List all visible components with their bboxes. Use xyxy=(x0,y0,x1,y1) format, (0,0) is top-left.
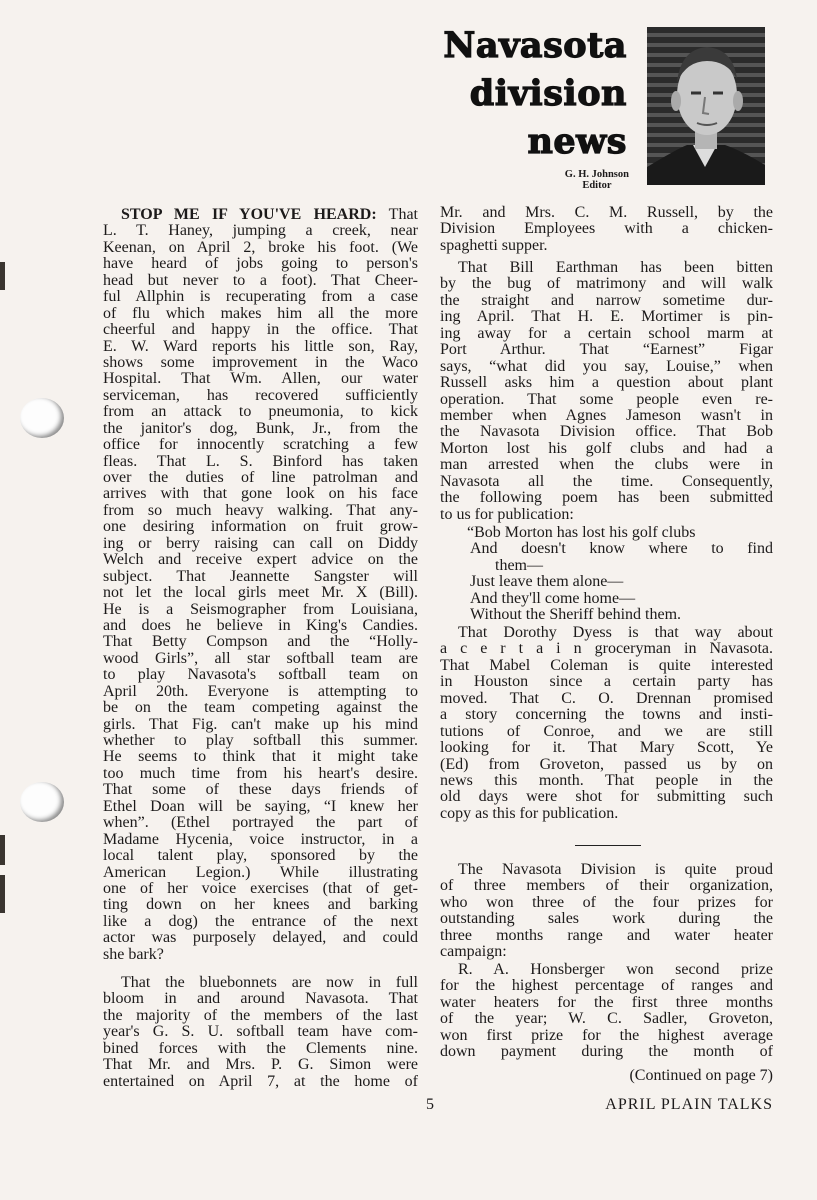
line-text: That xyxy=(376,206,419,223)
text-line: bined forces with the Clements nine. xyxy=(103,1039,418,1057)
scan-edge-mark xyxy=(0,875,5,913)
text-line: copy as this for publication. xyxy=(440,804,619,822)
text-line: a c e r t a i n groceryman in Navasota. xyxy=(440,640,773,658)
text-line: water heaters for the first three months xyxy=(440,993,773,1011)
text-line: member when Agnes Jameson wasn't in xyxy=(440,406,773,424)
text-line: shows some improvement in the Waco xyxy=(103,353,418,371)
text-line: actor was purposely delayed, and could xyxy=(103,929,418,947)
text-line: April 20th. Everyone is attempting to xyxy=(103,682,418,700)
text-line: three months range and water heater xyxy=(440,926,773,944)
text-line: spaghetti supper. xyxy=(440,236,548,254)
text-line: by the bug of matrimony and will walk xyxy=(440,275,773,293)
text-line: the Navasota Division office. That Bob xyxy=(440,423,773,441)
text-line: Welch and receive expert advice on the xyxy=(103,551,418,569)
text-line: a story concerning the towns and insti- xyxy=(440,706,773,724)
text-line: year's G. S. U. softball team have com- xyxy=(103,1023,418,1041)
page-number: 5 xyxy=(426,1096,434,1113)
text-line: when”. (Ethel portrayed the part of xyxy=(103,814,418,832)
text-line: have heard of jobs going to person's xyxy=(103,255,418,273)
text-line: That Dorothy Dyess is that way about xyxy=(458,624,773,641)
text-line: says, “what did you say, Louise,” when xyxy=(440,357,773,375)
text-line: local talent play, sponsored by the xyxy=(103,847,418,865)
text-line: E. W. Ward reports his little son, Ray, xyxy=(103,337,418,355)
text-line: Morton lost his golf clubs and had a xyxy=(440,439,773,457)
text-line: operation. That some people even re- xyxy=(440,390,773,408)
text-line: ing April. That H. E. Mortimer is pin- xyxy=(440,308,773,326)
text-line: and does he believe in King's Candies. xyxy=(103,616,418,634)
text-line: looking for it. That Mary Scott, Ye xyxy=(440,739,773,757)
text-line: the following poem has been submitted xyxy=(440,489,773,507)
text-line: serviceman, has recovered sufficiently xyxy=(103,386,418,404)
text-line: Hospital. That Wm. Allen, our water xyxy=(103,370,418,388)
text-line: over the duties of line patrolman and xyxy=(103,469,418,486)
text-line: The Navasota Division is quite proud xyxy=(458,861,773,878)
text-line: R. A. Honsberger won second prize xyxy=(458,961,773,978)
text-line xyxy=(103,207,418,223)
text-line: ting down on her knees and barking xyxy=(103,896,418,914)
section-divider xyxy=(575,845,641,846)
text-line: Division Employees with a chicken- xyxy=(440,220,773,238)
text-line: Madame Hycenia, voice instructor, in a xyxy=(103,830,418,848)
text-line: That the bluebonnets are now in full xyxy=(121,974,418,991)
poem-line: Just leave them alone— xyxy=(470,573,624,591)
binder-hole xyxy=(20,782,64,822)
text-line: for the highest percentage of ranges and xyxy=(440,977,773,995)
editor-credit xyxy=(565,169,629,191)
text-line: ful Allphin is recuperating from a case xyxy=(103,288,418,306)
text-line: That Bill Earthman has been bitten xyxy=(458,259,773,276)
editor-portrait-photo xyxy=(647,27,765,185)
text-line: the straight and narrow sometime dur- xyxy=(440,291,773,309)
text-line: of flu which makes him all the more xyxy=(103,304,418,322)
paragraph xyxy=(103,975,418,1090)
text-line: the janitor's dog, Bunk, Jr., from the xyxy=(103,419,418,437)
text-line: fleas. That L. S. Binford has taken xyxy=(103,452,418,470)
section-lead: STOP ME IF YOU'VE HEARD: xyxy=(121,206,377,223)
text-line: whether to play softball this summer. xyxy=(103,732,418,749)
editor-name: G. H. Johnson xyxy=(564,169,629,180)
text-line: like a dog) the entrance of the next xyxy=(103,912,418,930)
text-line: head but never to a foot). That Cheer- xyxy=(103,271,418,289)
text-line: Navasota all the time. Consequently, xyxy=(440,472,773,490)
text-line: L. T. Haney, jumping a creek, near xyxy=(103,222,418,240)
text-line: news this month. That people in the xyxy=(440,771,773,789)
text-line: one of her voice exercises (that of get- xyxy=(103,879,418,897)
binder-hole xyxy=(20,398,64,438)
text-line: moved. That C. O. Drennan promised xyxy=(440,689,773,707)
text-line: she bark? xyxy=(103,945,164,963)
text-line: Mr. and Mrs. C. M. Russell, by the xyxy=(440,204,773,221)
text-line: Port Arthur. That “Earnest” Figar xyxy=(440,341,773,359)
paragraph xyxy=(440,260,773,523)
text-line: ing or berry raising can call on Diddy xyxy=(103,534,418,552)
paragraph xyxy=(440,625,773,822)
text-line: Keenan, on April 2, broke his foot. (We xyxy=(103,238,418,256)
text-line: That Betty Compson and the “Holly- xyxy=(103,633,418,651)
text-line: outstanding sales work during the xyxy=(440,910,773,928)
text-line: subject. That Jeannette Sangster will xyxy=(103,567,418,585)
text-line: tutions of Conroe, and we are still xyxy=(440,722,773,740)
text-line: cheerful and happy in the office. That xyxy=(103,321,418,339)
text-line: That some of these days friends of xyxy=(103,781,418,799)
text-line: He is a Seismographer from Louisiana, xyxy=(103,600,418,618)
paragraph xyxy=(440,862,773,961)
continued-note: (Continued on page 7) xyxy=(629,1067,773,1084)
scan-edge-mark xyxy=(0,835,5,865)
text-line: That Mr. and Mrs. P. G. Simon were xyxy=(103,1056,418,1074)
text-line: be on the team competing against the xyxy=(103,699,418,717)
text-line: arrives with that gone look on his face xyxy=(103,485,418,503)
text-line: That Mabel Coleman is quite interested xyxy=(440,656,773,674)
publication-footer: APRIL PLAIN TALKS xyxy=(605,1096,773,1113)
text-line: to us for publication: xyxy=(440,505,574,523)
paragraph xyxy=(103,207,418,963)
text-line: who won three of the four prizes for xyxy=(440,893,773,911)
title-line: division xyxy=(469,73,627,114)
text-line: bloom in and around Navasota. That xyxy=(103,990,418,1008)
text-line: wood Girls”, all star softball team are xyxy=(103,649,418,667)
text-line: won first prize for the highest average xyxy=(440,1026,773,1044)
text-line: too much time from his heart's desire. xyxy=(103,764,418,782)
text-line: one desiring information on fruit grow- xyxy=(103,518,418,536)
text-line: Russell asks him a question about plant xyxy=(440,374,773,392)
text-line: office for innocently scratching a few xyxy=(103,436,418,454)
text-line: from an attack to pneumonia, to kick xyxy=(103,403,418,421)
text-line: not let the local girls meet Mr. X (Bill). xyxy=(103,584,418,602)
text-line: old days were shot for submitting such xyxy=(440,788,773,806)
text-line: the majority of the members of the last xyxy=(103,1006,418,1024)
poem-line: them— xyxy=(495,556,543,574)
poem-line: And doesn't know where to find xyxy=(470,540,773,558)
paragraph xyxy=(440,205,773,254)
poem-line: “Bob Morton has lost his golf clubs xyxy=(467,524,696,541)
text-line: He seems to think that it might take xyxy=(103,748,418,766)
text-line: down payment during the month of xyxy=(440,1043,773,1061)
text-line: of three members of their organization, xyxy=(440,877,773,895)
poem-line: Without the Sheriff behind them. xyxy=(470,606,682,624)
text-line: to play Navasota's softball team on xyxy=(103,666,418,684)
text-line: girls. That Fig. can't make up his mind xyxy=(103,715,418,733)
paragraph xyxy=(440,962,773,1061)
text-line: campaign: xyxy=(440,943,507,961)
text-line: in Houston since a certain party has xyxy=(440,673,773,691)
title-line: Navasota xyxy=(443,25,627,66)
text-line: of the year; W. C. Sadler, Groveton, xyxy=(440,1010,773,1028)
text-line: entertained on April 7, at the home of xyxy=(103,1072,418,1090)
scan-edge-mark xyxy=(0,262,5,290)
poem-line: And they'll come home— xyxy=(470,589,636,607)
text-line: ing away for a certain school marm at xyxy=(440,324,773,342)
text-line: from so much heavy walking. That any- xyxy=(103,501,418,519)
text-line: Ethel Doan will be saying, “I knew her xyxy=(103,797,418,815)
editor-role: Editor xyxy=(582,180,612,191)
text-line: (Ed) from Groveton, passed us by on xyxy=(440,755,773,773)
text-line: American Legion.) While illustrating xyxy=(103,863,418,881)
poem xyxy=(440,525,773,624)
title-line: news xyxy=(527,121,627,162)
text-line: man arrested when the clubs were in xyxy=(440,456,773,474)
